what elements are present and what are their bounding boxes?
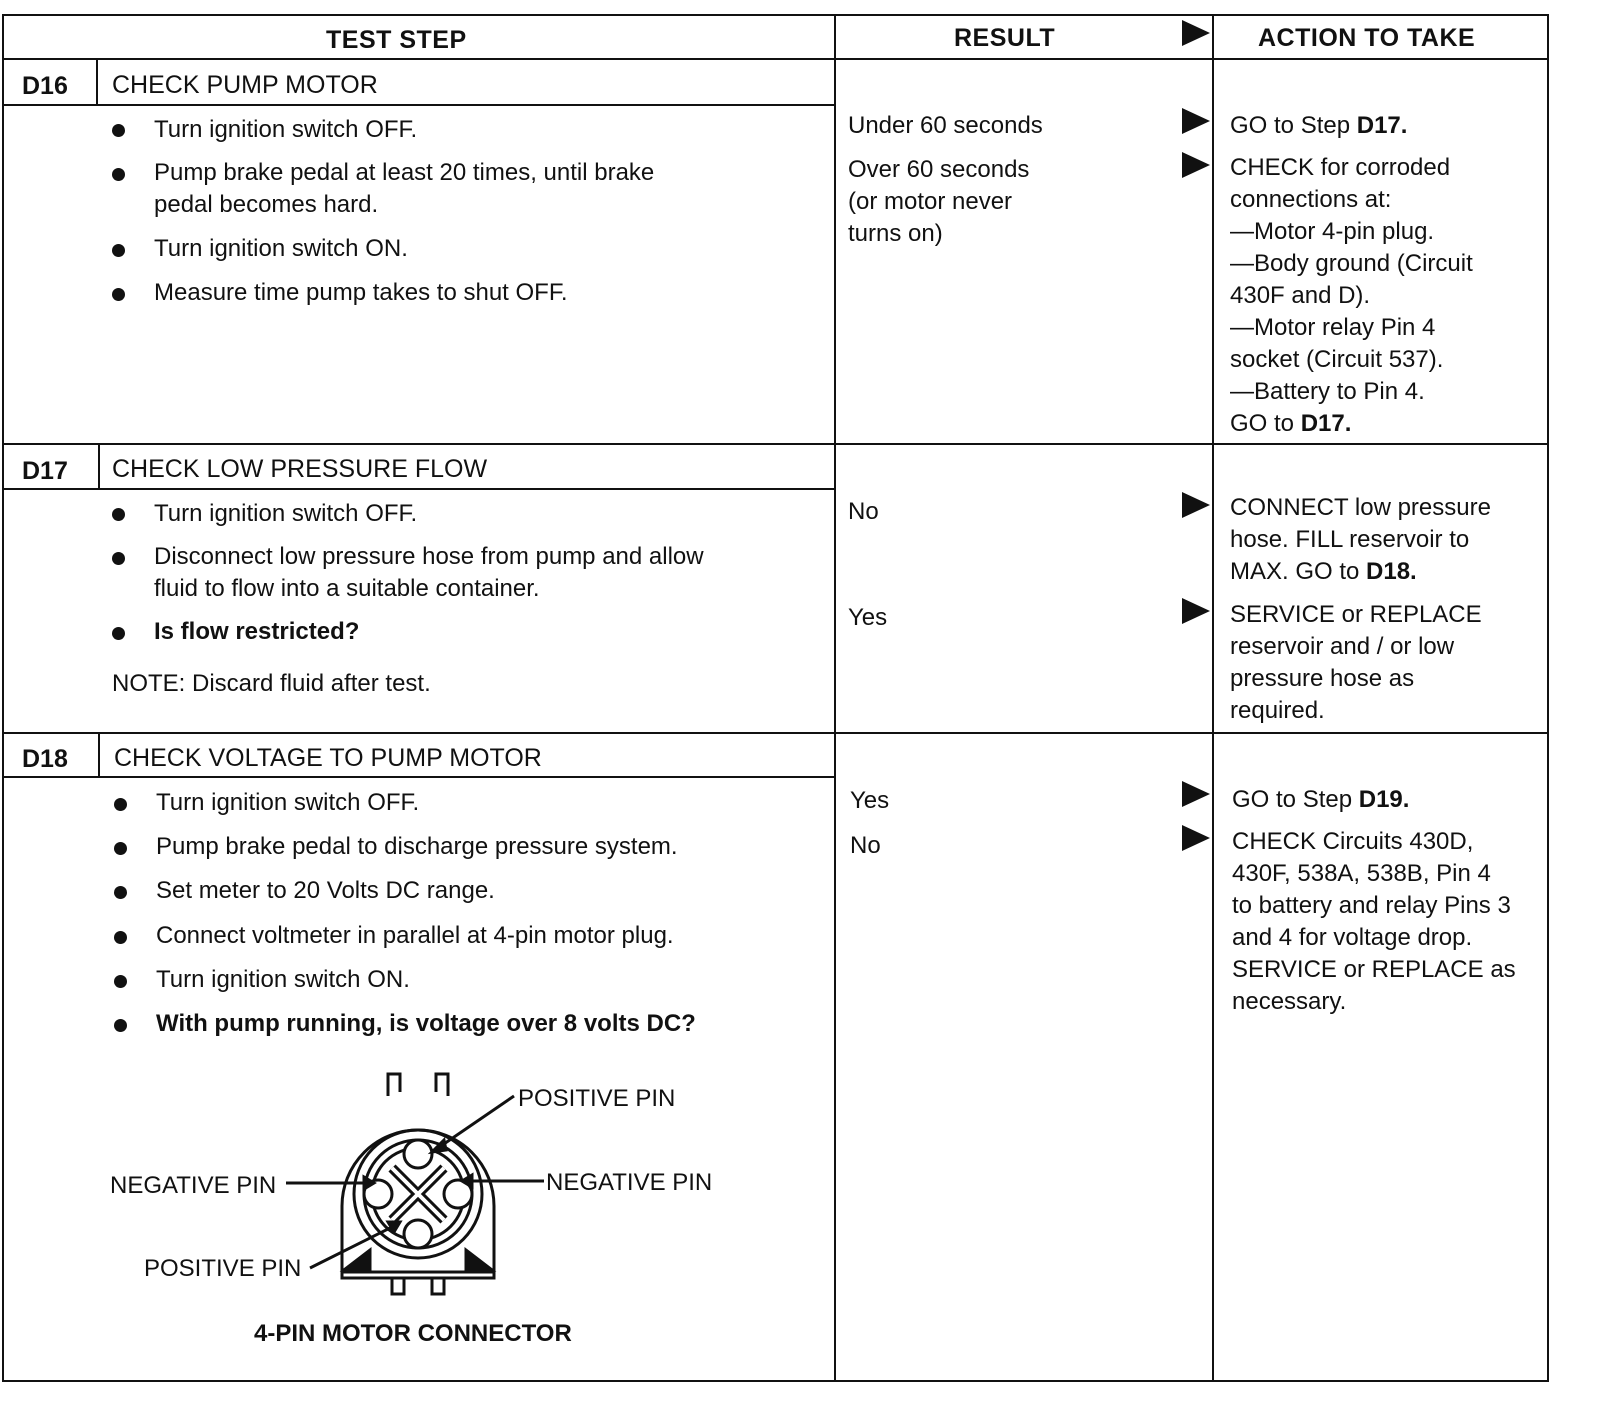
d18-bullet-3: Set meter to 20 Volts DC range. bbox=[156, 877, 495, 904]
header-action-to-take: ACTION TO TAKE bbox=[1258, 24, 1476, 52]
d16-bullet-2: Pump brake pedal at least 20 times, until brake bbox=[154, 159, 655, 186]
d16-action-2-line: 430F and D). bbox=[1230, 282, 1371, 309]
d16-action-2-line: —Motor relay Pin 4 bbox=[1230, 314, 1436, 341]
d16-action-2 bbox=[1230, 152, 1473, 440]
d17-action-2 bbox=[1230, 599, 1482, 727]
leader-arrow-icon bbox=[462, 1175, 472, 1187]
label-positive-pin-top: POSITIVE PIN bbox=[518, 1085, 676, 1112]
d17-action-1-goto bbox=[1230, 556, 1491, 588]
d17-step-title: CHECK LOW PRESSURE FLOW bbox=[112, 455, 488, 483]
d18-step-title: CHECK VOLTAGE TO PUMP MOTOR bbox=[114, 744, 542, 772]
d18-action-1 bbox=[1232, 788, 1409, 812]
d16-result-over-60-line3: turns on) bbox=[848, 220, 943, 247]
d16-action-1-text: GO to Step bbox=[1230, 112, 1357, 139]
leader-positive-bottom bbox=[310, 1226, 394, 1268]
d17-action-1-goto-text: MAX. GO to bbox=[1230, 558, 1367, 585]
d16-bullet-1: Turn ignition switch OFF. bbox=[154, 116, 418, 143]
label-negative-pin-left: NEGATIVE PIN bbox=[110, 1172, 277, 1199]
d16-result-over-60: Over 60 seconds bbox=[848, 156, 1030, 183]
d17-bullet-3: Is flow restricted? bbox=[154, 618, 360, 645]
d18-result-yes: Yes bbox=[850, 787, 890, 814]
header-arrow-icon bbox=[1182, 20, 1210, 46]
d17-action-1-line: hose. FILL reservoir to bbox=[1230, 526, 1470, 553]
d18-bullet-4: Connect voltmeter in parallel at 4-pin motor plug. bbox=[156, 922, 674, 949]
d18-bullet-5: Turn ignition switch ON. bbox=[156, 966, 410, 993]
d18-action-2 bbox=[1232, 826, 1516, 1018]
leader-positive-top bbox=[438, 1096, 514, 1148]
d17-action-2-line: required. bbox=[1230, 697, 1325, 724]
result-arrow-icon bbox=[1182, 825, 1210, 851]
d16-step-title: CHECK PUMP MOTOR bbox=[112, 71, 378, 99]
d16-bullet-2-cont: pedal becomes hard. bbox=[154, 191, 379, 218]
d17-bullet-2: Disconnect low pressure hose from pump and allow bbox=[154, 543, 704, 570]
d18-action-2-line: 430F, 538A, 538B, Pin 4 bbox=[1232, 860, 1491, 887]
table-border-right bbox=[1547, 14, 1549, 1382]
d18-action-2-line: CHECK Circuits 430D, bbox=[1232, 828, 1474, 855]
d16-action-1-ref: D17. bbox=[1356, 112, 1408, 139]
d18-bullet-1: Turn ignition switch OFF. bbox=[156, 789, 420, 816]
diagnostic-table bbox=[2, 14, 1590, 1414]
d18-bullet-6: With pump running, is voltage over 8 volts DC? bbox=[156, 1010, 696, 1037]
d16-action-2-line: —Body ground (Circuit bbox=[1230, 250, 1473, 277]
d18-action-2-line: necessary. bbox=[1232, 988, 1347, 1015]
d18-action-2-line: to battery and relay Pins 3 bbox=[1232, 892, 1511, 919]
d16-action-2-goto bbox=[1230, 408, 1473, 440]
d16-action-1 bbox=[1230, 114, 1407, 138]
result-arrow-icon bbox=[1182, 598, 1210, 624]
d16-action-2-line: —Battery to Pin 4. bbox=[1230, 378, 1425, 405]
d17-bullet-1: Turn ignition switch OFF. bbox=[154, 500, 418, 527]
d18-action-1-text: GO to Step bbox=[1232, 786, 1359, 813]
d16-result-over-60-line2: (or motor never bbox=[848, 188, 1013, 215]
result-arrow-icon bbox=[1182, 492, 1210, 518]
d16-action-2-goto-text: GO to bbox=[1230, 410, 1301, 437]
table-border-bottom bbox=[2, 1380, 1549, 1382]
d18-action-1-ref: D19. bbox=[1358, 786, 1410, 813]
d16-action-2-line: connections at: bbox=[1230, 186, 1392, 213]
leader-arrow-icon bbox=[432, 1140, 446, 1152]
d18-step-number: D18 bbox=[22, 745, 68, 773]
leader-arrow-icon bbox=[388, 1222, 400, 1232]
d17-action-2-line: SERVICE or REPLACE bbox=[1230, 601, 1482, 628]
d17-step-number: D17 bbox=[22, 457, 68, 485]
diagram-caption: 4-PIN MOTOR CONNECTOR bbox=[254, 1320, 572, 1347]
d16-step-number: D16 bbox=[22, 72, 68, 100]
d16-action-2-line: CHECK for corroded bbox=[1230, 154, 1451, 181]
d17-action-2-line: pressure hose as bbox=[1230, 665, 1415, 692]
result-arrow-icon bbox=[1182, 108, 1210, 134]
d17-note: NOTE: Discard fluid after test. bbox=[112, 670, 431, 697]
d17-result-no: No bbox=[848, 498, 879, 525]
d16-result-under-60: Under 60 seconds bbox=[848, 112, 1043, 139]
leader-arrow-icon bbox=[364, 1177, 374, 1189]
header-result: RESULT bbox=[954, 24, 1056, 52]
d16-action-2-line: —Motor 4-pin plug. bbox=[1230, 218, 1435, 245]
d17-action-2-line: reservoir and / or low bbox=[1230, 633, 1455, 660]
d17-action-1 bbox=[1230, 492, 1491, 588]
d18-action-2-line: SERVICE or REPLACE as bbox=[1232, 956, 1516, 983]
column-divider-result-action bbox=[1212, 14, 1214, 1382]
d17-action-1-goto-ref: D18. bbox=[1366, 558, 1417, 585]
d16-action-2-line: socket (Circuit 537). bbox=[1230, 346, 1444, 373]
d18-result-no: No bbox=[850, 832, 881, 859]
result-arrow-icon bbox=[1182, 781, 1210, 807]
label-positive-pin-bottom: POSITIVE PIN bbox=[144, 1255, 302, 1282]
result-arrow-icon bbox=[1182, 152, 1210, 178]
d16-bullet-4: Measure time pump takes to shut OFF. bbox=[154, 279, 568, 306]
d16-action-2-goto-ref: D17. bbox=[1300, 410, 1352, 437]
d17-bullet-2-cont: fluid to flow into a suitable container. bbox=[154, 575, 540, 602]
header-test-step: TEST STEP bbox=[326, 26, 467, 54]
d16-bullet-3: Turn ignition switch ON. bbox=[154, 235, 408, 262]
d17-action-1-line: CONNECT low pressure bbox=[1230, 494, 1491, 521]
d17-result-yes: Yes bbox=[848, 604, 888, 631]
label-negative-pin-right: NEGATIVE PIN bbox=[546, 1169, 713, 1196]
d18-action-2-line: and 4 for voltage drop. bbox=[1232, 924, 1473, 951]
d18-bullet-2: Pump brake pedal to discharge pressure system. bbox=[156, 833, 678, 860]
